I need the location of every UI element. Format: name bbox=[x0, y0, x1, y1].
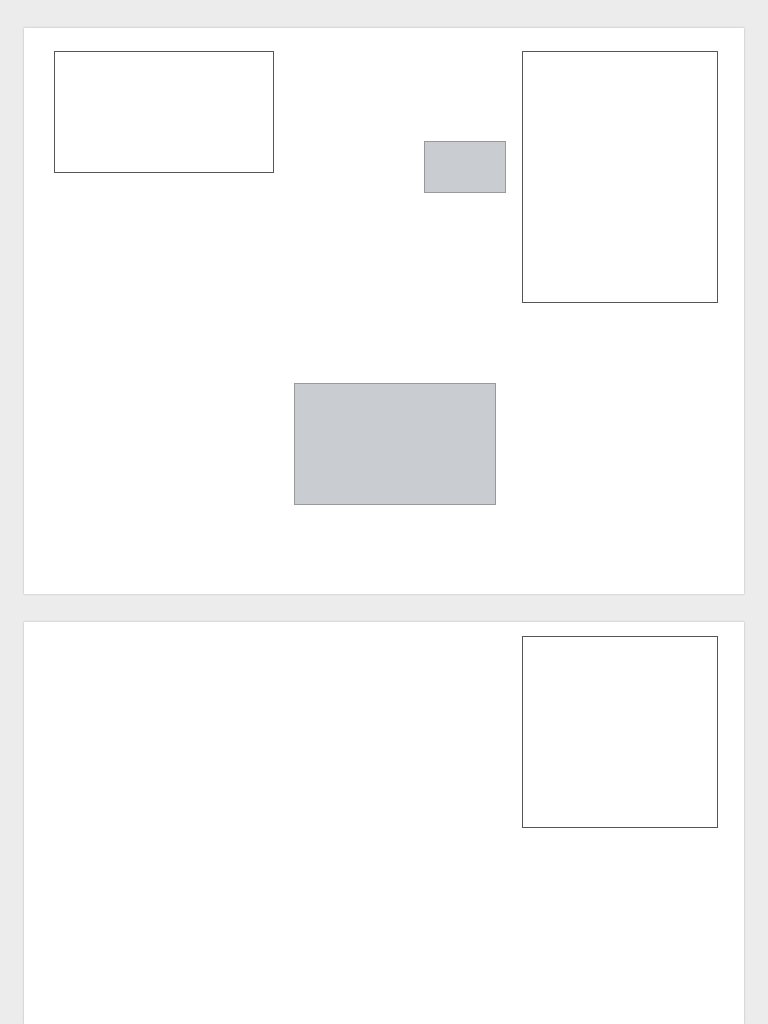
page1-column-3 bbox=[522, 42, 718, 582]
page1-col3-heading bbox=[522, 42, 718, 51]
page1-col1-section-heading bbox=[54, 173, 274, 182]
page2-column-1 bbox=[54, 636, 274, 1012]
page1-col1-heading bbox=[54, 42, 274, 51]
page2-column-3 bbox=[522, 636, 718, 1012]
computer-types-table bbox=[522, 51, 718, 303]
page-2 bbox=[24, 622, 744, 1024]
page-1 bbox=[24, 28, 744, 594]
abbreviations-box bbox=[54, 51, 274, 173]
page1-col2-heading bbox=[284, 42, 514, 51]
mainframe-illustration bbox=[294, 383, 496, 505]
computer-illustration bbox=[424, 141, 506, 193]
page2-column-2 bbox=[284, 636, 514, 1012]
page1-column-1 bbox=[54, 42, 274, 582]
page1-column-2 bbox=[284, 42, 514, 582]
ram-rom-table bbox=[522, 636, 718, 828]
